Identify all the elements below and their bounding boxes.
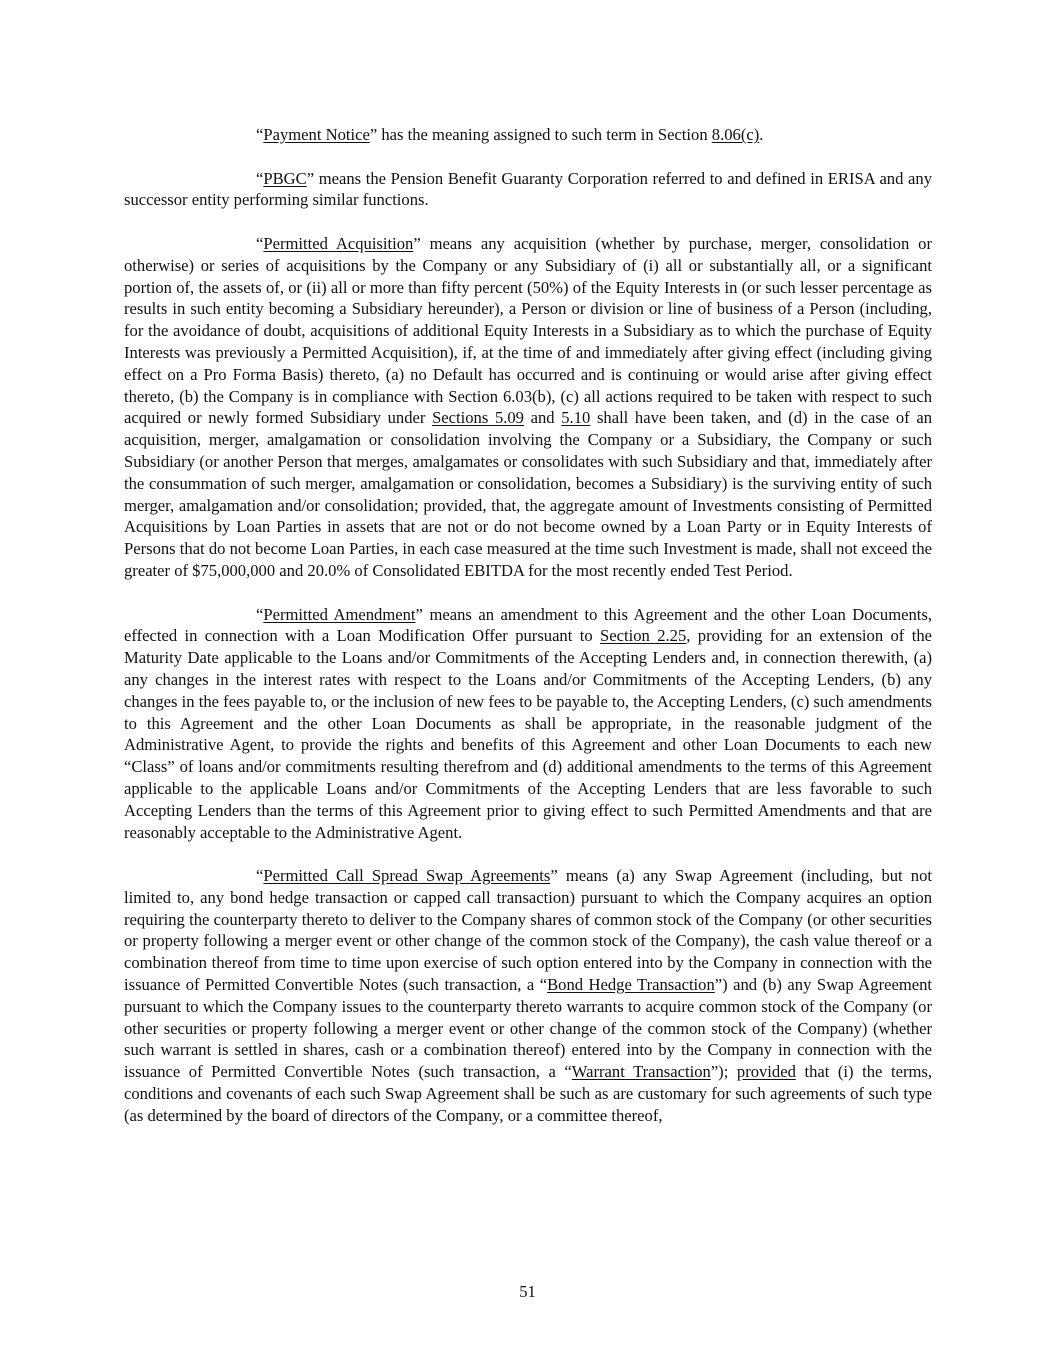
defined-term: Bond Hedge Transaction	[547, 975, 715, 995]
definition-text: ”);	[710, 1062, 737, 1082]
definition-text: “	[256, 125, 264, 144]
defined-term: PBGC	[263, 168, 307, 188]
definition-text: “	[256, 168, 264, 188]
definition-paragraph	[124, 865, 932, 1127]
defined-term: 8.06(c)	[711, 125, 760, 144]
definition-text: and	[523, 408, 562, 428]
defined-term: 5.10	[561, 408, 591, 428]
defined-term: Permitted Acquisition	[263, 233, 414, 253]
defined-term: Permitted Amendment	[263, 604, 416, 624]
definition-text: .	[759, 125, 764, 144]
definition-paragraph	[124, 124, 932, 146]
defined-term: provided	[736, 1062, 796, 1082]
defined-term: Section 2.25	[600, 626, 687, 646]
definition-text: ”) and (b) any Swap Agreement pursuant to which the Company issues to the counterparty thereto warrants to acquire common stock of the Company (or other securities or property following a merger event or other change of the common stock of the Company) (whether such warrant is settled in shares, cash or a combination thereof) entered into by the Company in connection with the issuance of Permitted Convertible Notes (such transaction, a “	[124, 975, 933, 1082]
definition-text: “	[256, 233, 264, 253]
definition-text: ” has the meaning assigned to such term in Section	[369, 125, 712, 144]
definition-text: ” means (a) any Swap Agreement (including, but not limited to, any bond hedge transaction or capped call transaction) pursuant to which the Company acquires an option requiring the counterparty thereto to deliver to the Company shares of common stock of the Company (or other securities or property following a merger event or other change of the common stock of the Company), the cash value thereof or a combination thereof from time to time upon exercise of such option entered into by the Company in connection with the issuance of Permitted Convertible Notes (such transaction, a “	[124, 866, 932, 995]
defined-term: Sections 5.09	[432, 408, 524, 428]
defined-term: Permitted Call Spread Swap Agreements	[263, 866, 551, 886]
definition-paragraph	[124, 604, 932, 844]
page-number: 51	[519, 1282, 536, 1301]
definition-paragraph	[124, 233, 932, 582]
defined-term: Payment Notice	[263, 125, 370, 144]
definition-text: ” means the Pension Benefit Guaranty Corporation referred to and defined in ERISA and any successor entity performing similar functions.	[124, 168, 932, 210]
defined-term: Warrant Transaction	[571, 1062, 711, 1082]
definition-text: , providing for an extension of the Maturity Date applicable to the Loans and/or Commitments of the Accepting Lenders and, in connection therewith, (a) any changes in the interest rates with respect to the Loans and/or Commitments of the Accepting Lenders, (b) any changes in the fees payable to, or the inclusion of new fees to be payable to, the Accepting Lenders, (c) such amendments to this Agreement and the other Loan Documents as shall be appropriate, in the reasonable judgment of the Administrative Agent, to provide the rights and benefits of this Agreement and other Loan Documents to each new “Class” of loans and/or commitments resulting therefrom and (d) additional amendments to the terms of this Agreement applicable to the applicable Loans and/or Commitments of the Accepting Lenders that are less favorable to such Accepting Lenders than the terms of this Agreement prior to giving effect to such Permitted Amendments and that are reasonably acceptable to the Administrative Agent.	[124, 626, 933, 842]
definition-text: “	[256, 604, 264, 624]
definition-text: ” means an amendment to this Agreement and the other Loan Documents, effected in connection with a Loan Modification Offer pursuant to	[124, 604, 933, 646]
definition-paragraph	[124, 168, 932, 212]
definition-text: “	[256, 866, 264, 886]
definition-text: shall have been taken, and (d) in the case of an acquisition, merger, amalgamation or consolidation involving the Company or a Subsidiary, the Company or such Subsidiary (or another Person that merges, amalgamates or consolidates with such Subsidiary and that, immediately after the consummation of such merger, amalgamation or consolidation, becomes a Subsidiary) is the surviving entity of such merger, amalgamation and/or consolidation; provided, that, the aggregate amount of Investments consisting of Permitted Acquisitions by Loan Parties in assets that are not or do not become owned by a Loan Party or in Equity Interests of Persons that do not become Loan Parties, in each case measured at the time such Investment is made, shall not exceed the greater of $75,000,000 and 20.0% of Consolidated EBITDA for the most recently ended Test Period.	[124, 408, 932, 580]
document-page	[124, 124, 932, 1148]
definition-text: that (i) the terms, conditions and covenants of each such Swap Agreement shall be such as are customary for such agreements of such type (as determined by the board of directors of the Company, or a committee thereof,	[124, 1062, 932, 1125]
definition-text: ” means any acquisition (whether by purchase, merger, consolidation or otherwise) or series of acquisitions by the Company or any Subsidiary of (i) all or substantially all, or a significant portion of, the assets of, or (ii) all or more than fifty percent (50%) of the Equity Interests in (or such lesser percentage as results in such entity becoming a Subsidiary hereunder), a Person or division or line of business of a Person (including, for the avoidance of doubt, acquisitions of additional Equity Interests in a Subsidiary as to which the purchase of Equity Interests was previously a Permitted Acquisition), if, at the time of and immediately after giving effect (including giving effect on a Pro Forma Basis) thereto, (a) no Default has occurred and is continuing or would arise after giving effect thereto, (b) the Company is in compliance with Section 6.03(b), (c) all actions required to be taken with respect to such acquired or newly formed Subsidiary under	[124, 233, 933, 428]
